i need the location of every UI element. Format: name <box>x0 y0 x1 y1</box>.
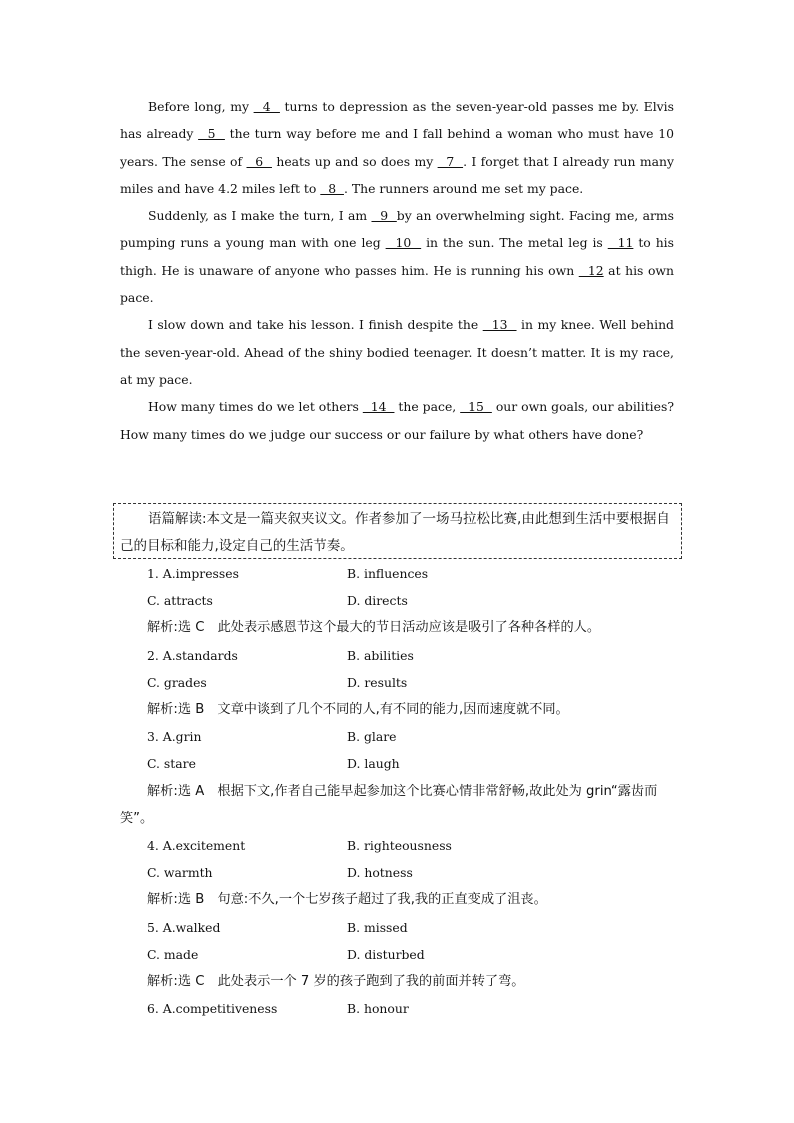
passage <box>120 93 674 448</box>
q4-option-d: D. hotness <box>347 865 413 881</box>
q5-option-c: C. made <box>147 946 199 962</box>
paragraph-1: Before long, my 4 turns to depression as the seven-year-old passes me by. Elvis has already 5 the turn way before me and I fall behind a woman who must have 10 years. The sense of 6 heats up and so does my 7 . I forget that I already run many miles and have 4.2 miles left to 8 . The runners around me set my pace. <box>120 99 675 196</box>
q4-option-a: 4. A.excitement <box>147 837 246 853</box>
question-2-row-cd <box>147 669 677 696</box>
question-1-row-cd <box>147 587 677 614</box>
question-6-row-ab <box>147 995 677 1022</box>
q3-option-a: 3. A.grin <box>147 729 202 745</box>
question-5-row-ab <box>147 914 677 941</box>
blank-9: 9 <box>371 208 397 224</box>
q5-explanation: 解析:选 C 此处表示一个 7 岁的孩子跑到了我的前面并转了弯。 <box>147 973 525 989</box>
q1-explanation: 解析:选 C 此处表示感恩节这个最大的节日活动应该是吸引了各种各样的人。 <box>147 620 601 636</box>
q5-option-b: B. missed <box>347 919 408 935</box>
q1-option-a: 1. A.impresses <box>147 566 239 581</box>
paragraph-4: How many times do we let others 14 the pace, 15 our own goals, our abilities? How many times do we judge our success or our failure by what others have done? <box>120 399 674 442</box>
q3-option-d: D. laugh <box>347 756 400 772</box>
blank-12: 12 <box>578 262 604 278</box>
q4-option-c: C. warmth <box>147 865 213 881</box>
summary-text: 语篇解读:本文是一篇夹叙夹议文。作者参加了一场马拉松比赛,由此想到生活中要根据自己的目标和能力,设定自己的生活节奏。 <box>120 511 670 554</box>
question-5-row-cd <box>147 941 677 968</box>
q2-option-b: B. abilities <box>347 647 414 663</box>
q4-explanation: 解析:选 B 句意:不久,一个七岁孩子超过了我,我的正直变成了沮丧。 <box>147 892 547 908</box>
blank-13: 13 <box>482 317 517 333</box>
blank-10: 10 <box>385 235 422 251</box>
q1-option-c: C. attracts <box>147 593 213 609</box>
q3-option-c: C. stare <box>147 756 196 772</box>
question-2-row-ab <box>147 642 677 669</box>
blank-14: 14 <box>362 399 395 415</box>
q3-option-b: B. glare <box>347 729 397 745</box>
question-1-row-ab <box>147 560 677 587</box>
q2-option-c: C. grades <box>147 674 207 690</box>
paragraph-2: Suddenly, as I make the turn, I am 9 by an overwhelming sight. Facing me, arms pumping runs a young man with one leg 10 in the sun. The metal leg is 11 to his thigh. He is unaware of anyone who passes him. He is running his own 12 at his own pace. <box>120 208 675 306</box>
q3-explanation: 解析:选 A 根据下文,作者自己能早起参加这个比赛心情非常舒畅,故此处为 grin“露齿而笑”。 <box>120 783 658 826</box>
q4-option-b: B. righteousness <box>347 837 452 853</box>
blank-8: 8 <box>320 180 344 196</box>
blank-4: 4 <box>253 99 280 114</box>
question-3-row-ab <box>147 723 677 750</box>
question-4-row-ab <box>147 832 677 859</box>
q5-option-a: 5. A.walked <box>147 919 221 935</box>
blank-7: 7 <box>437 153 464 169</box>
paragraph-3: I slow down and take his lesson. I finish despite the 13 in my knee. Well behind the seven-year-old. Ahead of the shiny bodied teenager. It doesn’t matter. It is my race, at my pace. <box>120 317 674 387</box>
question-4-row-cd <box>147 859 677 886</box>
q5-option-d: D. disturbed <box>347 946 425 962</box>
q2-explanation: 解析:选 B 文章中谈到了几个不同的人,有不同的能力,因而速度就不同。 <box>147 701 569 717</box>
blank-15: 15 <box>460 399 492 415</box>
q6-option-a: 6. A.competitiveness <box>147 1001 278 1017</box>
q6-option-b: B. honour <box>347 1001 409 1017</box>
blank-6: 6 <box>246 153 272 169</box>
blank-5: 5 <box>198 126 225 142</box>
q2-option-a: 2. A.standards <box>147 647 238 663</box>
q1-option-d: D. directs <box>347 593 408 609</box>
question-list <box>120 560 677 1022</box>
summary-box <box>113 503 682 559</box>
blank-11: 11 <box>607 235 634 251</box>
q1-option-b: B. influences <box>347 566 429 581</box>
q2-option-d: D. results <box>347 674 408 690</box>
question-3-row-cd <box>147 750 677 777</box>
